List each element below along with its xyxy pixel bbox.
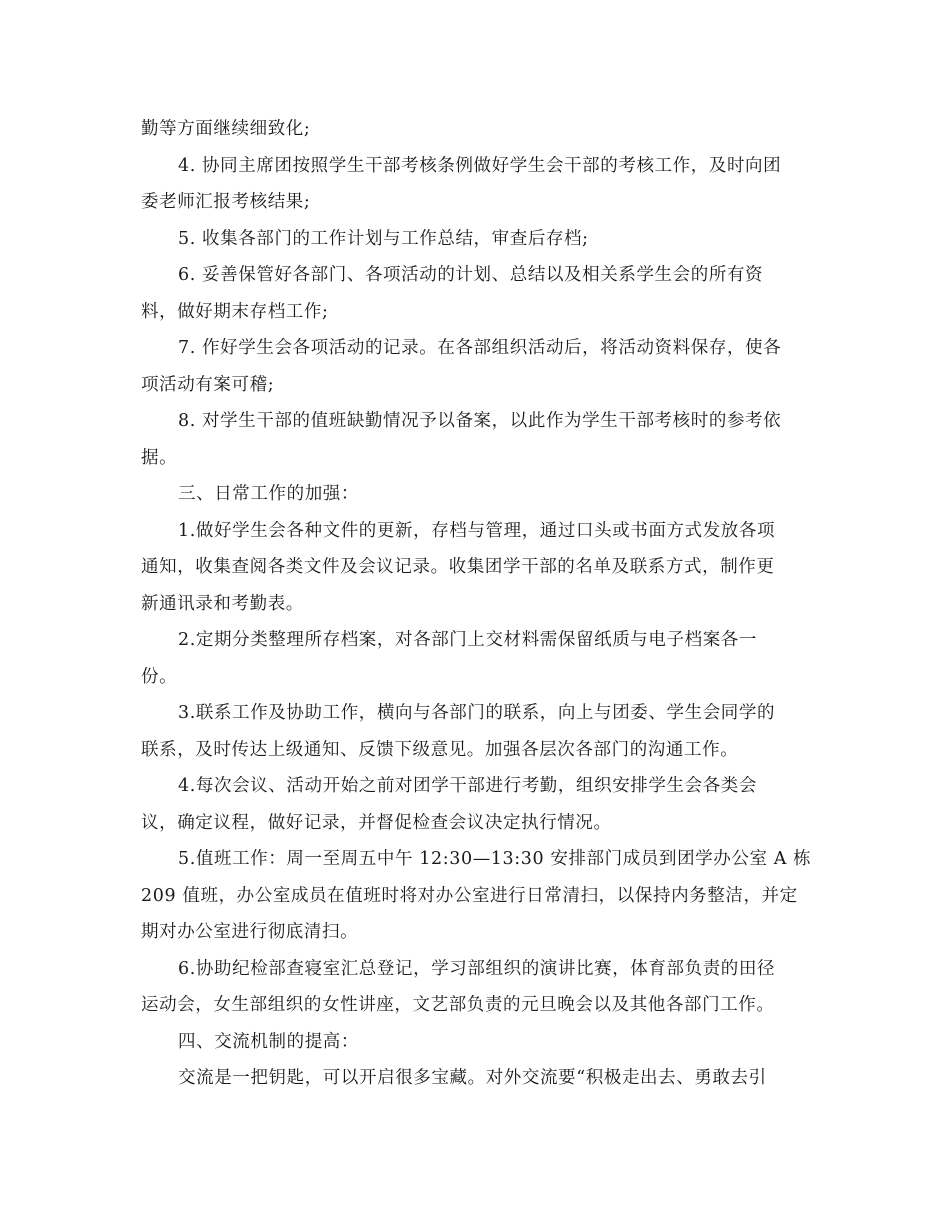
text-line: 1.做好学生会各种文件的更新，存档与管理，通过口头或书面方式发放各项 xyxy=(178,521,776,541)
text-line: 期对办公室进行彻底清扫。 xyxy=(141,922,359,942)
text-line: 7. 作好学生会各项活动的记录。在各部组织活动后，将活动资料保存，使各 xyxy=(178,338,782,358)
text-line: 6. 妥善保管好各部门、各项活动的计划、总结以及相关系学生会的所有资 xyxy=(178,265,764,285)
text-line: 3.联系工作及协助工作，横向与各部门的联系，向上与团委、学生会同学的 xyxy=(178,703,776,723)
text-line: 通知，收集查阅各类文件及会议记录。收集团学干部的名单及联系方式，制作更 xyxy=(141,557,775,577)
text-line: 4. 协同主席团按照学生干部考核条例做好学生会干部的考核工作，及时向团 xyxy=(178,156,782,176)
text-line: 交流是一把钥匙，可以开启很多宝藏。对外交流要“积极走出去、勇敢去引 xyxy=(178,1068,767,1088)
section-heading: 三、日常工作的加强： xyxy=(178,484,359,504)
text-line: 份。 xyxy=(141,667,178,687)
text-line: 据。 xyxy=(141,448,178,468)
text-line: 8. 对学生干部的值班缺勤情况予以备案，以此作为学生干部考核时的参考依 xyxy=(178,411,782,431)
text-line: 运动会，女生部组织的女性讲座，文艺部负责的元旦晚会以及其他各部门工作。 xyxy=(141,995,775,1015)
text-line: 4.每次会议、活动开始之前对团学干部进行考勤，组织安排学生会各类会 xyxy=(178,776,757,796)
text-line: 议，确定议程，做好记录，并督促检查会议决定执行情况。 xyxy=(141,813,612,833)
text-line: 项活动有案可稽; xyxy=(141,375,275,395)
text-line: 新通讯录和考勤表。 xyxy=(141,594,304,614)
text-line: 联系，及时传达上级通知、反馈下级意见。加强各层次各部门的沟通工作。 xyxy=(141,740,739,760)
text-line: 209 值班，办公室成员在值班时将对办公室进行日常清扫，以保持内务整洁，并定 xyxy=(141,886,798,906)
text-line: 5. 收集各部门的工作计划与工作总结，审查后存档; xyxy=(178,229,589,249)
section-heading: 四、交流机制的提高： xyxy=(178,1032,359,1052)
text-line: 料，做好期末存档工作; xyxy=(141,302,329,322)
text-line: 2.定期分类整理所存档案，对各部门上交材料需保留纸质与电子档案各一 xyxy=(178,630,757,650)
text-line: 勤等方面继续细致化; xyxy=(141,119,311,139)
text-line: 委老师汇报考核结果; xyxy=(141,192,311,212)
text-line: 5.值班工作：周一至周五中午 12:30—13:30 安排部门成员到团学办公室 A 栋 xyxy=(178,849,812,869)
text-line: 6.协助纪检部查寝室汇总登记，学习部组织的演讲比赛，体育部负责的田径 xyxy=(178,959,776,979)
